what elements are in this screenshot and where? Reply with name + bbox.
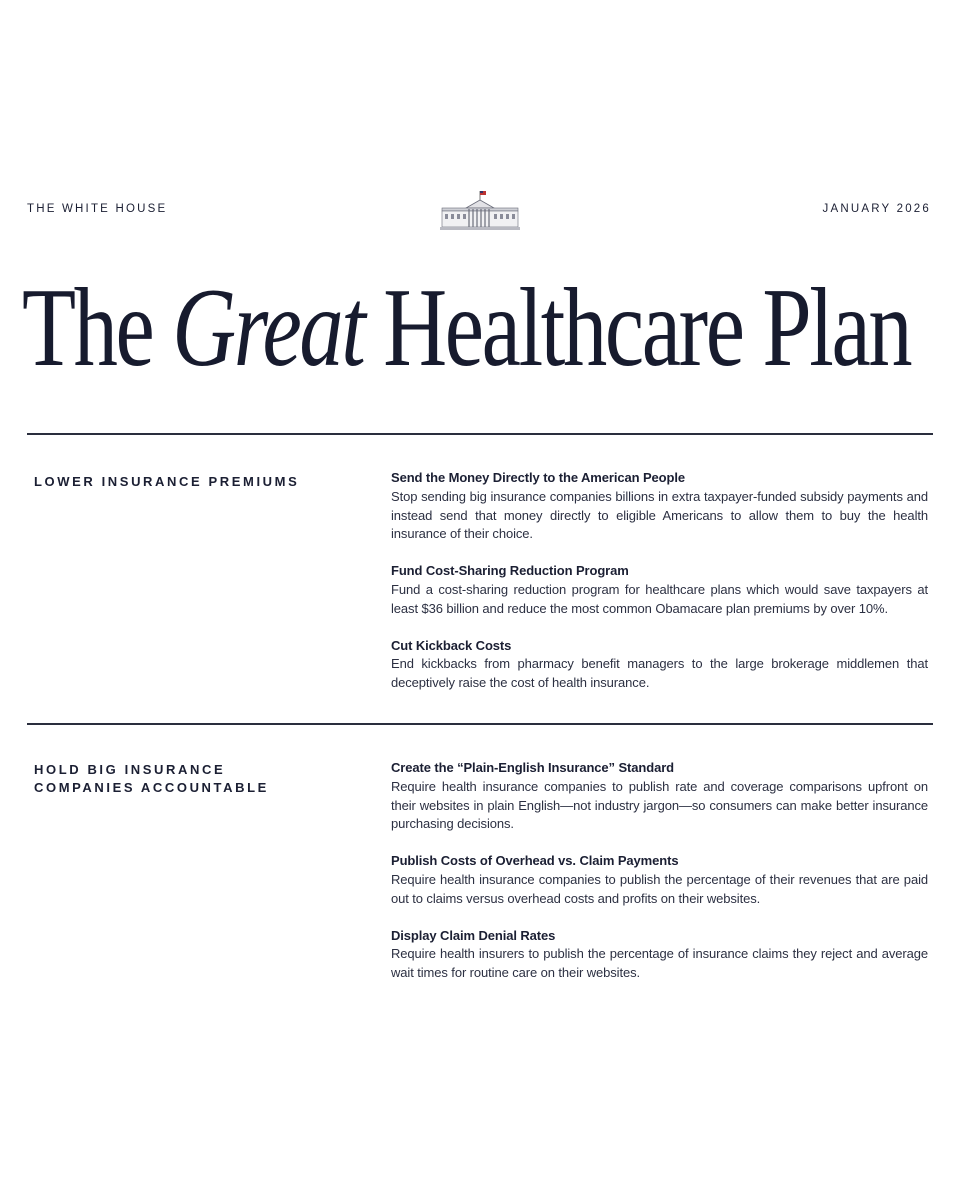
section-items-lower-premiums bbox=[391, 469, 928, 711]
policy-item bbox=[391, 852, 928, 908]
page-title bbox=[22, 266, 911, 390]
section-label-line: HOLD BIG INSURANCE bbox=[34, 762, 226, 777]
header-publisher: THE WHITE HOUSE bbox=[27, 203, 168, 215]
policy-item-title: Send the Money Directly to the American People bbox=[391, 470, 685, 485]
policy-item-title: Cut Kickback Costs bbox=[391, 637, 512, 653]
section-label-line: LOWER INSURANCE PREMIUMS bbox=[34, 474, 300, 489]
policy-item bbox=[391, 637, 928, 693]
policy-item-title: Fund Cost-Sharing Reduction Program bbox=[391, 563, 629, 579]
policy-item-body: Require health insurance companies to publish rate and coverage comparisons upfront on their websites in plain English—not industry jargon—so consumers can make better insurance purchasing decisions. bbox=[391, 778, 928, 832]
policy-item-body: Stop sending big insurance companies billions in extra taxpayer-funded subsidy payments and instead send that money directly to eligible Americans to allow them to buy the health insurance of their choice. bbox=[391, 488, 928, 542]
section-divider bbox=[27, 433, 933, 435]
title-word-healthcare-plan: Healthcare Plan bbox=[383, 266, 911, 390]
section-label-line: COMPANIES ACCOUNTABLE bbox=[34, 780, 269, 795]
policy-item-body: End kickbacks from pharmacy benefit managers to the large brokerage middlemen that deceptively raise the cost of health insurance. bbox=[391, 656, 928, 691]
title-word-great: Great bbox=[172, 266, 364, 390]
policy-item bbox=[391, 562, 928, 618]
section-items-hold-accountable bbox=[391, 759, 928, 1001]
section-divider bbox=[27, 723, 933, 725]
policy-item-title: Publish Costs of Overhead vs. Claim Payments bbox=[391, 853, 679, 869]
policy-item-body: Require health insurers to publish the percentage of insurance claims they reject and average wait times for routine care on their websites. bbox=[391, 946, 928, 981]
policy-item-title: Display Claim Denial Rates bbox=[391, 927, 556, 943]
white-house-icon bbox=[439, 189, 521, 231]
section-label-hold-accountable bbox=[34, 761, 354, 797]
section-label-lower-premiums bbox=[34, 473, 354, 491]
policy-item bbox=[391, 927, 928, 983]
header-date: JANUARY 2026 bbox=[822, 203, 931, 215]
policy-item bbox=[391, 469, 928, 544]
policy-item-body: Fund a cost-sharing reduction program for healthcare plans which would save taxpayers at least $36 billion and reduce the most common Obamacare plan premiums by over 10%. bbox=[391, 581, 928, 616]
policy-item-title: Create the “Plain-English Insurance” Standard bbox=[391, 760, 675, 775]
title-word-the: The bbox=[22, 266, 153, 390]
policy-item-body: Require health insurance companies to publish the percentage of their revenues that are paid out to claims versus overhead costs and profits on their websites. bbox=[391, 871, 928, 906]
policy-item bbox=[391, 759, 928, 834]
